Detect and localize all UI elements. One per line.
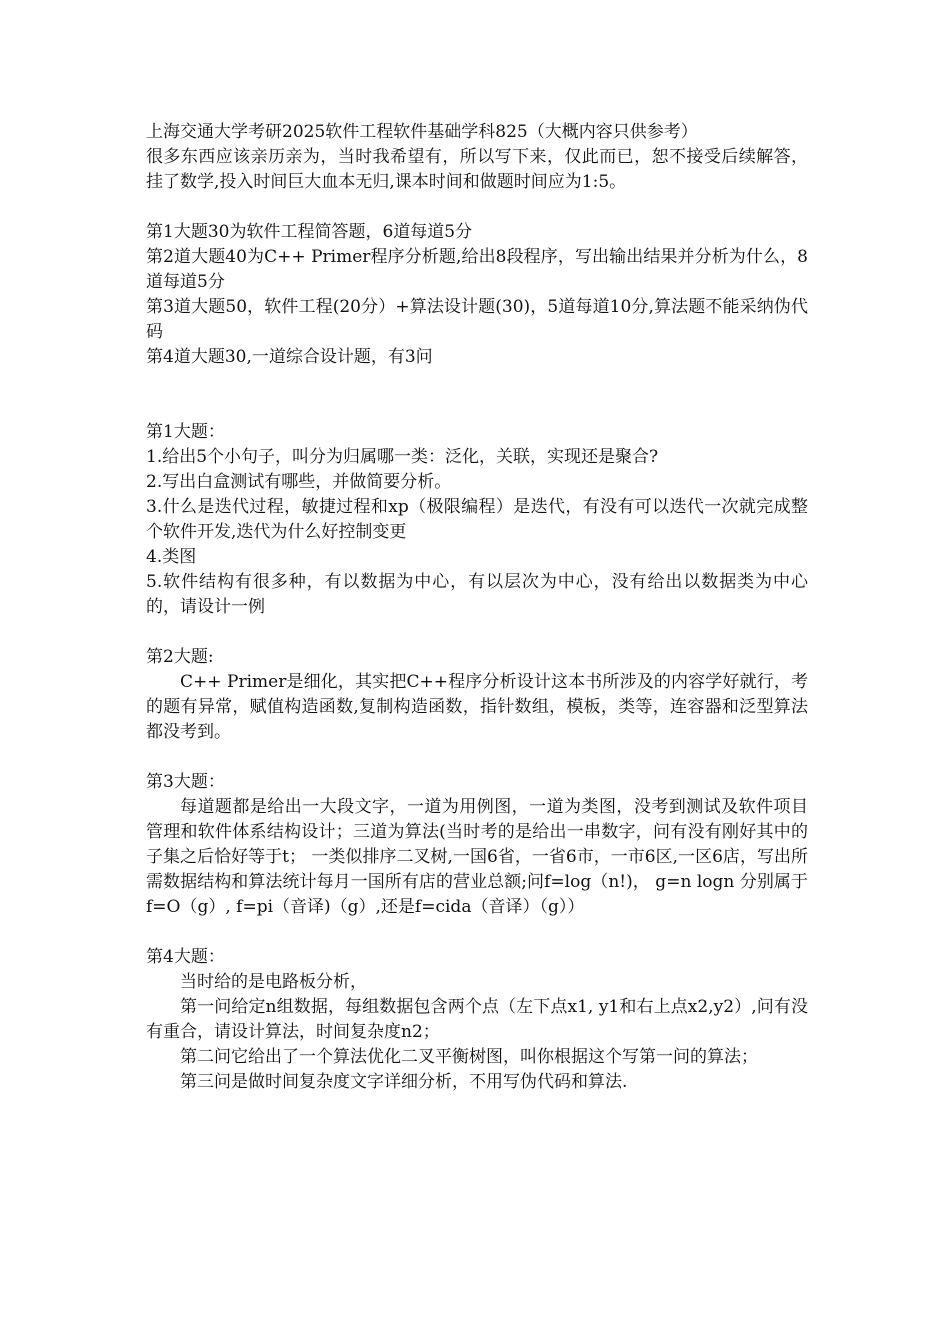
- section1-item-3: 3.什么是迭代过程，敏捷过程和xp（极限编程）是迭代，有没有可以迭代一次就完成整个软件开发,迭代为什么好控制变更: [146, 497, 808, 542]
- spacer: [146, 620, 808, 645]
- section1-item-4: 4.类图: [146, 547, 197, 567]
- section4-paragraph-1: 当时给的是电路板分析，: [180, 972, 367, 992]
- spacer: [146, 370, 808, 420]
- section2-body: C++ Primer是细化，其实把C++程序分析设计这本书所涉及的内容学好就行，考的题有异常，赋值构造函数,复制构造函数，指针数组，模板，类等，连容器和泛型算法都没考到。: [146, 672, 808, 742]
- document-title: 上海交通大学考研2025软件工程软件基础学科825（大概内容只供参考）: [146, 122, 698, 142]
- section3-body: 每道题都是给出一大段文字，一道为用例图，一道为类图，没考到测试及软件项目管理和软件体系结构设计；三道为算法(当时考的是给出一串数字，问有没有刚好其中的子集之后恰好等于t； 一类似排序二叉树,一国6省，一省6市，一市6区,一区6店，写出所需数据结构和算法统计每月一国所有店的营业总额;问f=log（n!)， g=n logn 分别属于f=O（g）, f=pi（音译)（g）,还是f=cida（音译）（g））: [146, 797, 808, 917]
- overview-line-3: 第3道大题50，软件工程(20分）+算法设计题(30)，5道每道10分,算法题不能采纳伪代码: [146, 297, 808, 342]
- document-body: [146, 120, 808, 1095]
- overview-line-4: 第4道大题30,一道综合设计题，有3问: [146, 347, 433, 367]
- section3-heading: 第3大题：: [146, 772, 225, 792]
- section1-item-5: 5.软件结构有很多种，有以数据为中心，有以层次为中心，没有给出以数据类为中心的，请设计一例: [146, 572, 808, 617]
- section1-item-2: 2.写出白盒测试有哪些，并做简要分析。: [146, 472, 452, 492]
- section4-paragraph-4: 第三问是做时间复杂度文字详细分析，不用写伪代码和算法.: [180, 1072, 628, 1092]
- section4-paragraph-3: 第二问它给出了一个算法优化二叉平衡树图，叫你根据这个写第一问的算法；: [180, 1047, 758, 1067]
- section1-heading: 第1大题：: [146, 422, 225, 442]
- section2-heading: 第2大题:: [146, 647, 214, 667]
- section4-heading: 第4大题：: [146, 947, 225, 967]
- spacer: [146, 195, 808, 220]
- spacer: [146, 920, 808, 945]
- section1-item-1: 1.给出5个小句子，叫分为归属哪一类：泛化，关联，实现还是聚合?: [146, 447, 659, 467]
- section4-paragraph-2: 第一问给定n组数据，每组数据包含两个点（左下点x1, y1和右上点x2,y2）,问有没有重合，请设计算法，时间复杂度n2；: [146, 997, 808, 1042]
- intro-paragraph: 很多东西应该亲历亲为，当时我希望有，所以写下来，仅此而已，恕不接受后续解答，挂了数学,投入时间巨大血本无归,课本时间和做题时间应为1:5。: [146, 147, 808, 192]
- spacer: [146, 745, 808, 770]
- overview-line-1: 第1大题30为软件工程简答题，6道每道5分: [146, 222, 473, 242]
- overview-line-2: 第2道大题40为C++ Primer程序分析题,给出8段程序，写出输出结果并分析为什么，8道每道5分: [146, 247, 808, 292]
